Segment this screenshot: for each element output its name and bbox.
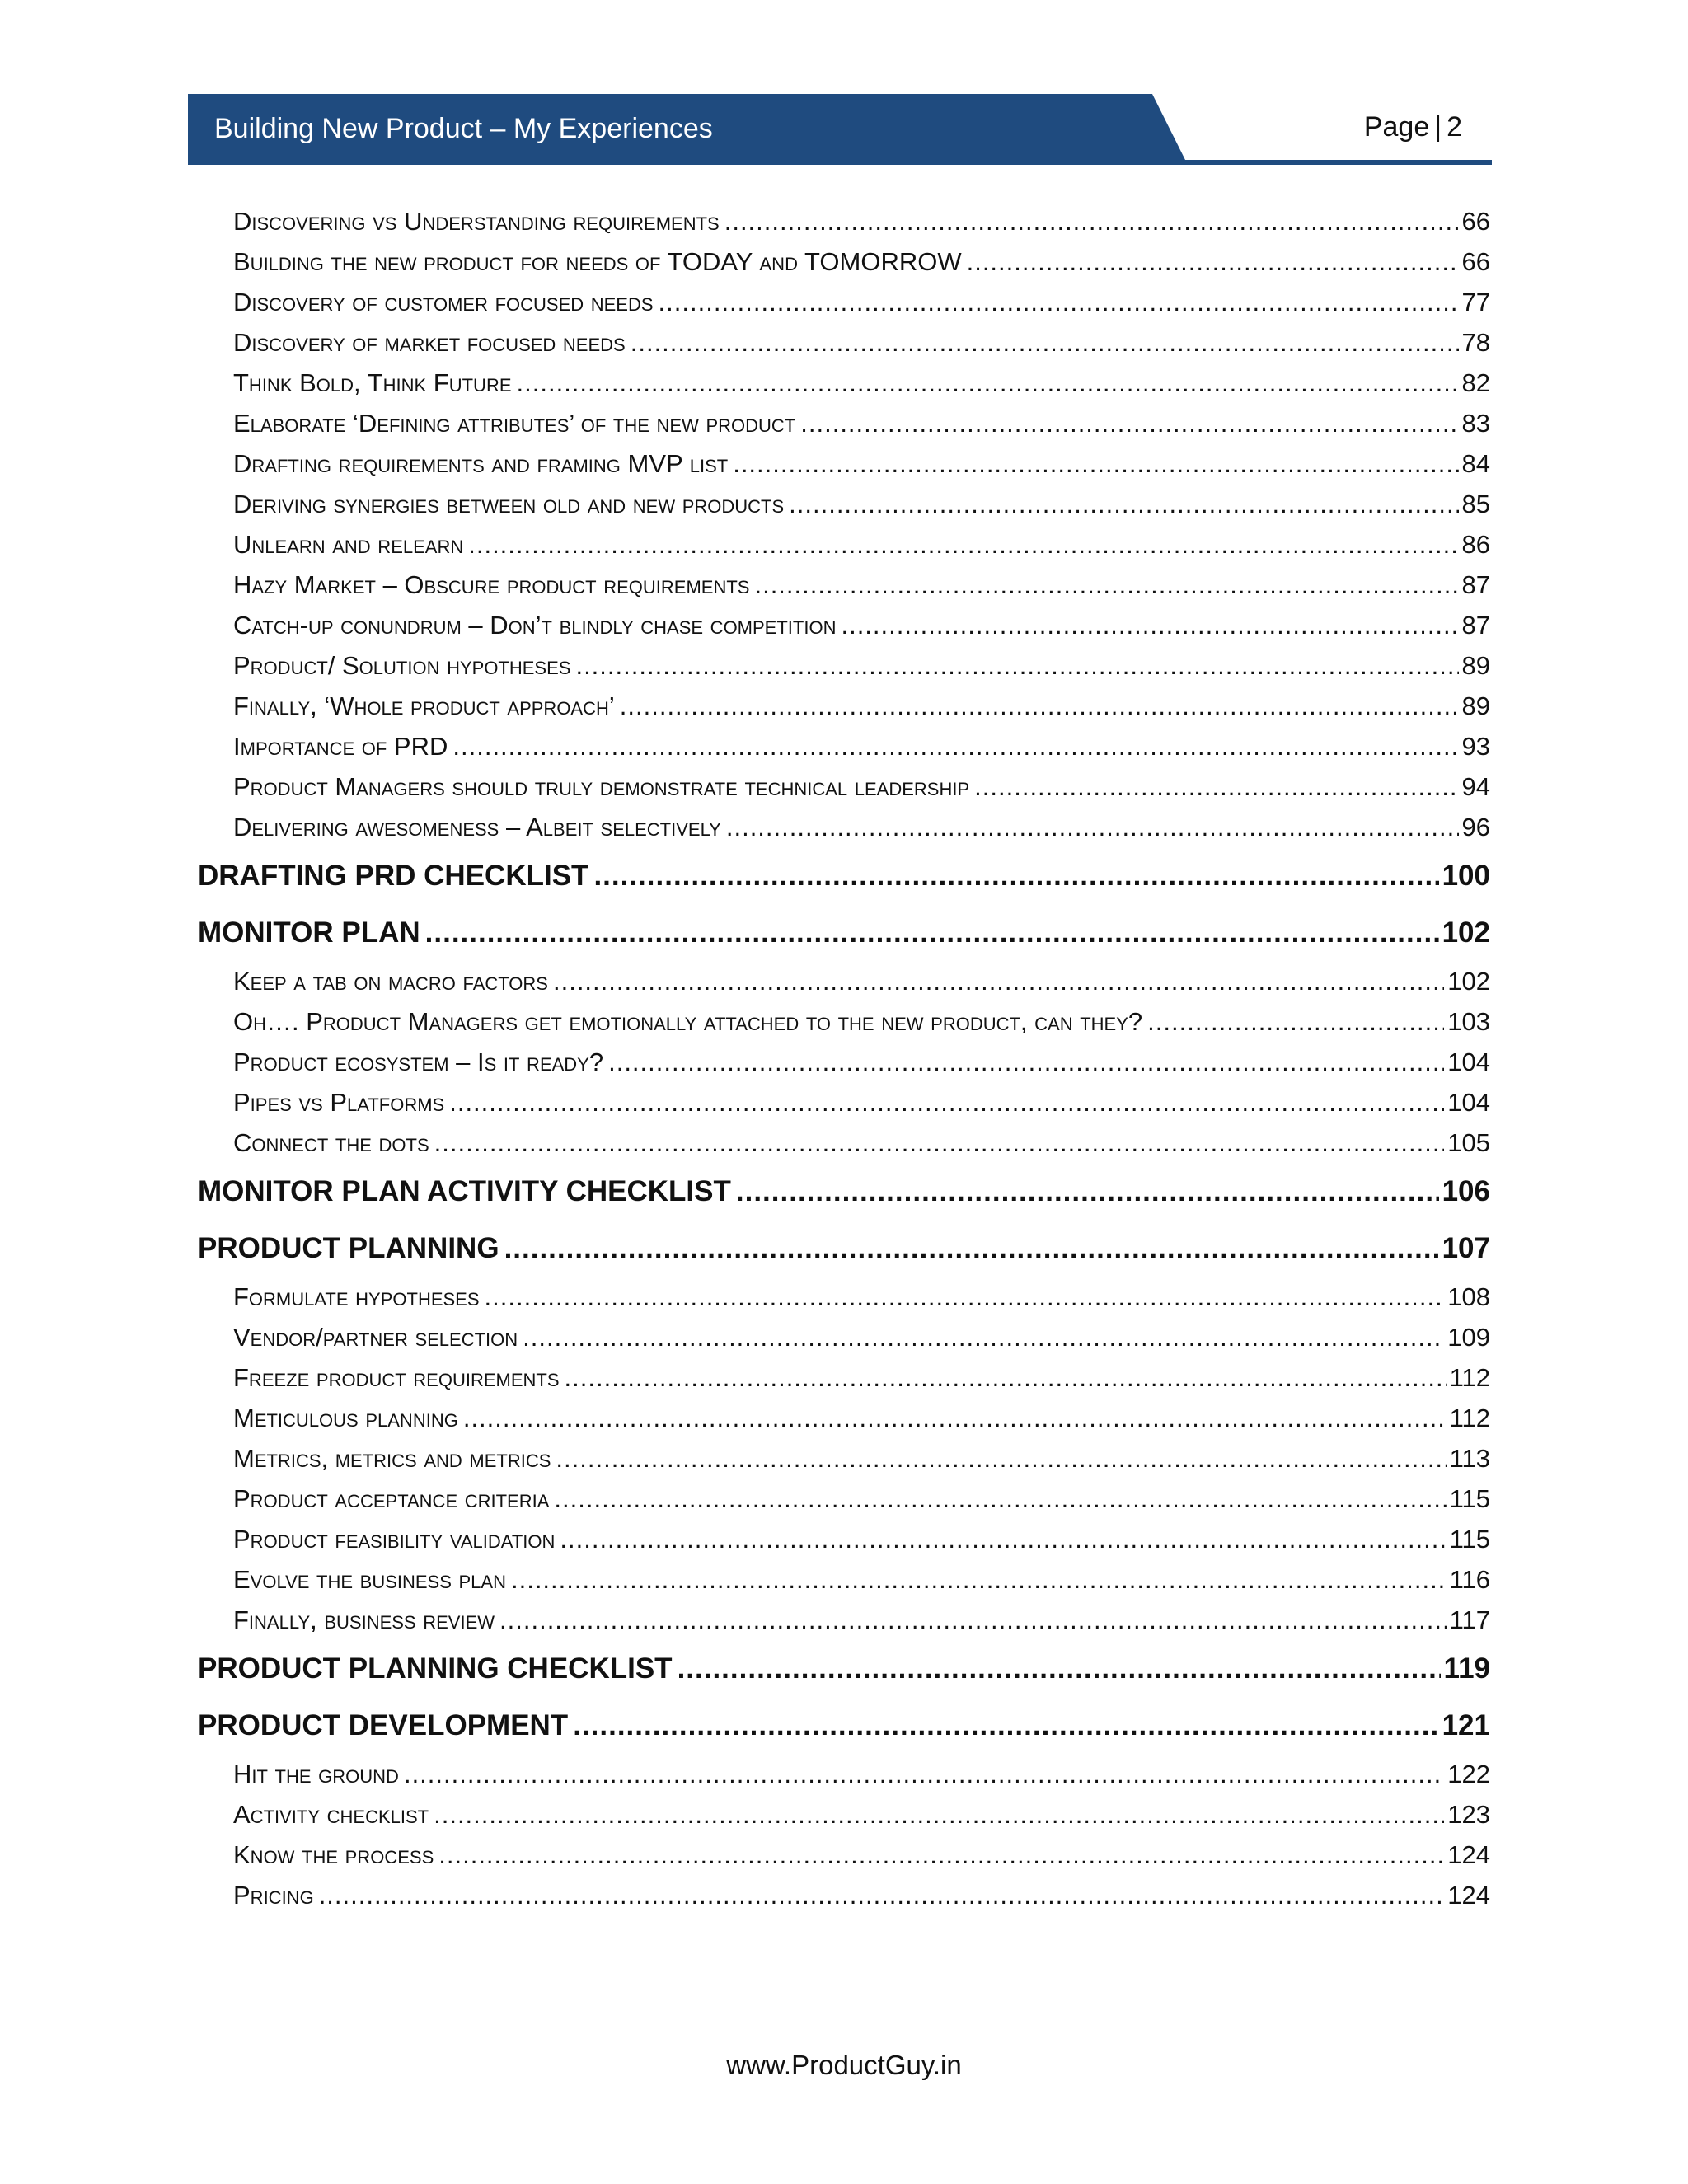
toc-subsection-entry[interactable]	[198, 1317, 1490, 1357]
toc-entry-title: Product ecosystem – Is it ready?	[233, 1047, 604, 1076]
toc-entry-page-number: 78	[1461, 328, 1490, 357]
toc-dot-leader	[565, 1357, 1447, 1398]
toc-entry-title: Formulate hypotheses	[233, 1282, 480, 1311]
toc-subsection-entry[interactable]	[198, 1082, 1490, 1122]
toc-dot-leader	[608, 1042, 1444, 1082]
toc-dot-leader	[560, 1519, 1446, 1559]
toc-entry-page-number: 124	[1447, 1840, 1490, 1869]
toc-entry-title: Product feasibility validation	[233, 1525, 556, 1554]
toc-entry-title: PRODUCT DEVELOPMENT	[198, 1709, 569, 1741]
toc-dot-leader	[404, 1754, 1444, 1794]
toc-subsection-entry[interactable]	[198, 322, 1490, 363]
toc-entry-page-number: 112	[1449, 1404, 1490, 1432]
toc-dot-leader	[800, 403, 1458, 443]
toc-entry-title: Product acceptance criteria	[233, 1484, 550, 1513]
table-of-contents	[198, 201, 1490, 1915]
toc-entry-title: PRODUCT PLANNING	[198, 1232, 499, 1264]
toc-subsection-entry[interactable]	[198, 1559, 1490, 1600]
toc-entry-page-number: 82	[1461, 368, 1490, 397]
toc-entry-page-number: 87	[1461, 570, 1490, 599]
toc-dot-leader	[593, 847, 1438, 904]
toc-section-entry[interactable]	[198, 1640, 1490, 1697]
toc-entry-title: Vendor/partner selection	[233, 1323, 518, 1352]
toc-entry-title: Discovery of market focused needs	[233, 328, 626, 357]
toc-subsection-entry[interactable]	[198, 282, 1490, 322]
toc-entry-page-number: 106	[1442, 1175, 1490, 1207]
toc-entry-title: Building the new product for needs of TODAY and TOMORROW	[233, 247, 962, 276]
toc-subsection-entry[interactable]	[198, 1357, 1490, 1398]
toc-entry-page-number: 121	[1442, 1709, 1490, 1741]
toc-entry-title: Importance of PRD	[233, 732, 448, 761]
toc-entry-title: Think Bold, Think Future	[233, 368, 512, 397]
toc-entry-page-number: 116	[1449, 1565, 1490, 1594]
toc-subsection-entry[interactable]	[198, 1794, 1490, 1835]
toc-entry-title: DRAFTING PRD CHECKLIST	[198, 860, 589, 892]
toc-entry-title: Product/ Solution hypotheses	[233, 651, 571, 680]
toc-subsection-entry[interactable]	[198, 484, 1490, 524]
toc-entry-title: Activity checklist	[233, 1800, 429, 1829]
toc-entry-title: MONITOR PLAN ACTIVITY CHECKLIST	[198, 1175, 731, 1207]
toc-dot-leader	[449, 1082, 1444, 1122]
toc-subsection-entry[interactable]	[198, 686, 1490, 726]
toc-entry-title: Unlearn and relearn	[233, 530, 464, 559]
toc-subsection-entry[interactable]	[198, 605, 1490, 645]
toc-subsection-entry[interactable]	[198, 1277, 1490, 1317]
toc-subsection-entry[interactable]	[198, 1519, 1490, 1559]
toc-entry-page-number: 119	[1443, 1652, 1490, 1685]
toc-entry-title: Hazy Market – Obscure product requirements	[233, 570, 750, 599]
toc-section-entry[interactable]	[198, 904, 1490, 961]
toc-entry-title: Evolve the business plan	[233, 1565, 506, 1594]
toc-subsection-entry[interactable]	[198, 524, 1490, 565]
page-separator: |	[1434, 111, 1442, 143]
toc-entry-page-number: 123	[1447, 1800, 1490, 1829]
toc-entry-page-number: 115	[1449, 1484, 1490, 1513]
toc-subsection-entry[interactable]	[198, 1835, 1490, 1875]
toc-entry-title: Know the process	[233, 1840, 434, 1869]
toc-entry-title: Elaborate ‘Defining attributes’ of the new product	[233, 409, 796, 438]
toc-dot-leader	[620, 686, 1459, 726]
toc-dot-leader	[726, 807, 1459, 847]
toc-subsection-entry[interactable]	[198, 1600, 1490, 1640]
toc-entry-title: Connect the dots	[233, 1128, 429, 1157]
toc-dot-leader	[1147, 1001, 1444, 1042]
toc-entry-title: Meticulous planning	[233, 1404, 458, 1432]
toc-entry-title: Discovery of customer focused needs	[233, 288, 654, 316]
toc-entry-page-number: 117	[1449, 1605, 1490, 1634]
toc-entry-page-number: 104	[1447, 1047, 1490, 1076]
toc-dot-leader	[553, 961, 1444, 1001]
toc-section-entry[interactable]	[198, 1697, 1490, 1754]
toc-dot-leader	[463, 1398, 1447, 1438]
toc-section-entry[interactable]	[198, 1163, 1490, 1220]
toc-subsection-entry[interactable]	[198, 1001, 1490, 1042]
toc-dot-leader	[631, 322, 1459, 363]
toc-entry-page-number: 107	[1442, 1232, 1490, 1264]
toc-entry-page-number: 89	[1461, 651, 1490, 680]
toc-entry-page-number: 124	[1447, 1881, 1490, 1910]
toc-entry-page-number: 103	[1447, 1007, 1490, 1036]
toc-dot-leader	[452, 726, 1458, 766]
toc-entry-page-number: 94	[1461, 772, 1490, 801]
toc-section-entry[interactable]	[198, 1220, 1490, 1277]
toc-entry-title: Drafting requirements and framing MVP list	[233, 449, 729, 478]
toc-dot-leader	[504, 1220, 1439, 1277]
toc-entry-page-number: 77	[1461, 288, 1490, 316]
toc-dot-leader	[573, 1697, 1438, 1754]
toc-entry-page-number: 86	[1461, 530, 1490, 559]
toc-entry-title: Keep a tab on macro factors	[233, 967, 548, 996]
toc-entry-page-number: 102	[1442, 916, 1490, 949]
page-number-label	[1364, 110, 1462, 143]
toc-dot-leader	[733, 443, 1458, 484]
toc-dot-leader	[736, 1163, 1439, 1220]
toc-dot-leader	[556, 1438, 1446, 1479]
toc-entry-title: PRODUCT PLANNING CHECKLIST	[198, 1652, 673, 1685]
toc-entry-page-number: 102	[1447, 967, 1490, 996]
toc-entry-title: MONITOR PLAN	[198, 916, 420, 949]
toc-subsection-entry[interactable]	[198, 645, 1490, 686]
toc-entry-page-number: 109	[1447, 1323, 1490, 1352]
toc-entry-page-number: 93	[1461, 732, 1490, 761]
page-label: Page	[1363, 111, 1430, 143]
toc-subsection-entry[interactable]	[198, 807, 1490, 847]
toc-subsection-entry[interactable]	[198, 363, 1490, 403]
toc-dot-leader	[724, 201, 1459, 241]
toc-entry-page-number: 105	[1447, 1128, 1490, 1157]
toc-dot-leader	[425, 904, 1439, 961]
toc-entry-page-number: 66	[1461, 207, 1490, 236]
document-title: Building New Product – My Experiences	[214, 113, 713, 144]
toc-dot-leader	[438, 1835, 1444, 1875]
toc-entry-page-number: 104	[1447, 1088, 1490, 1117]
toc-entry-page-number: 100	[1442, 860, 1490, 892]
toc-dot-leader	[511, 1559, 1447, 1600]
toc-entry-page-number: 83	[1461, 409, 1490, 438]
toc-dot-leader	[575, 645, 1458, 686]
toc-entry-page-number: 87	[1461, 611, 1490, 640]
toc-entry-title: Oh…. Product Managers get emotionally attached to the new product, can they?	[233, 1007, 1143, 1036]
toc-dot-leader	[499, 1600, 1447, 1640]
toc-entry-title: Pricing	[233, 1881, 314, 1910]
toc-entry-title: Pipes vs Platforms	[233, 1088, 445, 1117]
toc-subsection-entry[interactable]	[198, 241, 1490, 282]
toc-entry-title: Delivering awesomeness – Albeit selectively	[233, 813, 721, 841]
toc-entry-page-number: 108	[1447, 1282, 1490, 1311]
toc-entry-title: Metrics, metrics and metrics	[233, 1444, 551, 1473]
toc-dot-leader	[967, 241, 1459, 282]
toc-dot-leader	[554, 1479, 1446, 1519]
toc-entry-page-number: 66	[1461, 247, 1490, 276]
toc-entry-title: Hit the ground	[233, 1760, 399, 1788]
toc-dot-leader	[319, 1875, 1445, 1915]
toc-subsection-entry[interactable]	[198, 766, 1490, 807]
toc-entry-page-number: 112	[1449, 1363, 1490, 1392]
toc-dot-leader	[468, 524, 1458, 565]
toc-entry-page-number: 113	[1449, 1444, 1490, 1473]
toc-dot-leader	[678, 1640, 1441, 1697]
toc-subsection-entry[interactable]	[198, 1438, 1490, 1479]
toc-dot-leader	[974, 766, 1458, 807]
toc-subsection-entry[interactable]	[198, 443, 1490, 484]
toc-subsection-entry[interactable]	[198, 1754, 1490, 1794]
toc-dot-leader	[485, 1277, 1445, 1317]
toc-entry-page-number: 96	[1461, 813, 1490, 841]
toc-dot-leader	[841, 605, 1458, 645]
page-number: 2	[1447, 111, 1462, 143]
toc-entry-page-number: 115	[1449, 1525, 1490, 1554]
toc-subsection-entry[interactable]	[198, 1875, 1490, 1915]
toc-dot-leader	[754, 565, 1458, 605]
header-underline	[188, 160, 1492, 165]
toc-entry-page-number: 122	[1447, 1760, 1490, 1788]
toc-subsection-entry[interactable]	[198, 726, 1490, 766]
toc-dot-leader	[789, 484, 1458, 524]
toc-subsection-entry[interactable]	[198, 403, 1490, 443]
toc-section-entry[interactable]	[198, 847, 1490, 904]
toc-subsection-entry[interactable]	[198, 1122, 1490, 1163]
toc-dot-leader	[517, 363, 1459, 403]
page-header	[188, 94, 1492, 165]
toc-subsection-entry[interactable]	[198, 201, 1490, 241]
toc-entry-page-number: 89	[1461, 691, 1490, 720]
toc-entry-title: Deriving synergies between old and new products	[233, 490, 785, 518]
toc-subsection-entry[interactable]	[198, 1479, 1490, 1519]
toc-entry-title: Product Managers should truly demonstrate technical leadership	[233, 772, 970, 801]
toc-entry-title: Discovering vs Understanding requirements	[233, 207, 720, 236]
toc-entry-title: Finally, business review	[233, 1605, 495, 1634]
toc-entry-title: Freeze product requirements	[233, 1363, 560, 1392]
toc-entry-page-number: 85	[1461, 490, 1490, 518]
footer-website: www.ProductGuy.in	[726, 2050, 962, 2080]
toc-dot-leader	[523, 1317, 1444, 1357]
toc-dot-leader	[659, 282, 1459, 322]
toc-entry-title: Finally, ‘Whole product approach’	[233, 691, 615, 720]
toc-dot-leader	[434, 1794, 1444, 1835]
toc-subsection-entry[interactable]	[198, 1398, 1490, 1438]
toc-entry-page-number: 84	[1461, 449, 1490, 478]
toc-subsection-entry[interactable]	[198, 565, 1490, 605]
toc-dot-leader	[434, 1122, 1445, 1163]
toc-subsection-entry[interactable]	[198, 1042, 1490, 1082]
toc-subsection-entry[interactable]	[198, 961, 1490, 1001]
toc-entry-title: Catch-up conundrum – Don’t blindly chase competition	[233, 611, 837, 640]
